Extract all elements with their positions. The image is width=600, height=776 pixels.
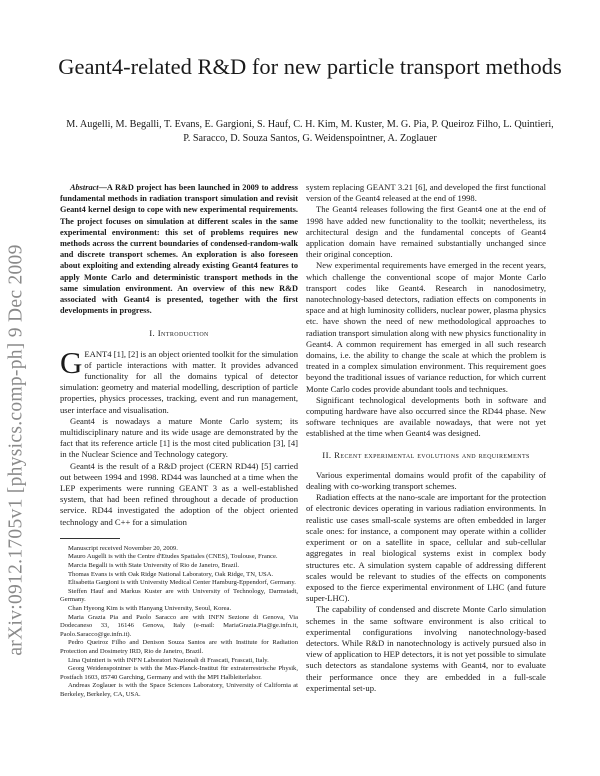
footnote: Pedro Queiroz Filho and Denison Souza Santos are with Institute for Radiation Protection and Dosimetry IRD, Rio de Janeiro, Brazil.: [60, 639, 298, 656]
intro-paragraph-1-text: EANT4 [1], [2] is an object oriented toolkit for the simulation of particle interactions with matter. It provides advanced functionality for all the domains typical of detector simulation: geometry and material modelling, description of particle properties, physics processes, tracking, event and run management, user interface and visualisation.: [60, 348, 298, 415]
section-heading-requirements: II. Recent experimental evolutions and requirements: [322, 449, 530, 460]
drop-cap: G: [60, 344, 83, 380]
footnote: Lina Quintieri is with INFN Laboratori Nazionali di Frascati, Frascati, Italy.: [68, 656, 269, 664]
intro-paragraph-3: Geant4 is the result of a R&D project (CERN RD44) [5] carried out between 1994 and 1998. RD44 was launched at a time when the LEP experiments were running GEANT 3 as a well-established system, that had been refined throughout a decade of production service. RD44 investigated the adoption of the object oriented technology and C++ for a simulation: [60, 460, 298, 527]
footnote: Thomas Evans is with Oak Ridge National Laboratory, Oak Ridge, TN, USA.: [68, 570, 274, 578]
footnote: Georg Weidenspointner is with the Max-Planck-Institut für extraterrestrische Physik, Postfach 1603, 85740 Garching, Germany and with the MPI Halbleiterlabor.: [60, 665, 298, 681]
section2-paragraph-2: Radiation effects at the nano-scale are important for the protection of electronic devices operating in various radiation environments. In realistic use cases small-scale systems are often embedded in larger scale ones: for instance, a component may operate within a collider experiment or on a satellite in space, cellular and sub-cellular aggregates in real biological systems exist in complex body structures etc. A simulation system capable of addressing different scales would be relevant to studies of the effects on components exposed to the fierce experimental environment of LHC (and future super-LHC).: [306, 492, 546, 604]
author-list: M. Augelli, M. Begalli, T. Evans, E. Gargioni, S. Hauf, C. H. Kim, M. Kuster, M. G. Pia, P. Queiroz Filho, L. Quintieri, P. Saracco, D. Souza Santos, G. Weidenspointner, A. Zoglauer: [66, 119, 554, 144]
left-column: [60, 182, 298, 700]
footnotes: [60, 545, 298, 700]
section-heading-introduction: I. Introduction: [149, 328, 209, 339]
footnote-divider: [60, 538, 120, 539]
footnote: Maria Grazia Pia and Paolo Saracco are with INFN Sezione di Genova, Via Dodecaneso 33, 16146 Genova, Italy (e-mail: MariaGrazia.Pia@ge.infn.it, Paolo.Saracco@ge.infn.it).: [60, 613, 298, 638]
footnote: Marcia Begalli is with State University of Rio de Janeiro, Brazil.: [68, 562, 240, 570]
right-paragraph-2: The Geant4 releases following the first Geant4 one at the end of 1998 have added new functionality to the toolkit; nevertheless, its architectural design and the fundamental concepts of Geant4 application domain have remained substantially unchanged since their original conception.: [306, 204, 546, 260]
footnote: Manuscript received November 20, 2009.: [68, 544, 178, 552]
arxiv-identifier: arXiv:0912.1705v1 [physics.comp-ph] 9 Dec 2009: [6, 244, 27, 656]
footnote: Elisabetta Gargioni is with University Medical Center Hamburg-Eppendorf, Germany.: [68, 579, 296, 587]
right-paragraph-3: New experimental requirements have emerged in the recent years, which challenge the conventional scope of major Monte Carlo transport codes like Geant4. Research in nanodosimetry, nanotechnology-based detectors, radiation effects on components in space and at high luminosity colliders, nuclear power, plasma physics etc. have shown the need of new methodological approaches to radiation transport simulation along with new physics functionality in Geant4. A common requirement has emerged in all such research domains, i.e. the ability to change the scale at which the problem is treated in a complex simulation environment. This requirement goes beyond the traditional issues of variance reduction, for which current Monte Carlo codes provide abundant tools and techniques.: [306, 260, 546, 394]
arxiv-sidebar: [2, 170, 32, 730]
intro-paragraph-1: [60, 344, 298, 416]
right-column: [306, 182, 546, 694]
abstract-text: —A R&D project has been launched in 2009 to address fundamental methods in radiation transport simulation and revisit Geant4 kernel design to cope with new experimental requirements. The project focuses on simulation at different scales in the same experimental environment: this set of problems requires new methods across the current boundaries of condensed-random-walk and discrete transport schemes. An exploration is also foreseen about exploiting and extending already existing Geant4 features to apply Monte Carlo and deterministic transport methods in the same simulation environment. An overview of this new R&D associated with Geant4 is presented, together with the first developments in progress.: [60, 183, 298, 316]
intro-paragraph-2: Geant4 is nowadays a mature Monte Carlo system; its multidisciplinary nature and its wide usage are demonstrated by the fact that its reference article [1] is the most cited publication [3], [4] in the Nuclear Science and Technology category.: [60, 415, 298, 460]
footnote: Andreas Zoglauer is with the Space Sciences Laboratory, University of California at Berkeley, Berkeley, CA, USA.: [60, 682, 298, 698]
section2-paragraph-3: The capability of condensed and discrete Monte Carlo simulation schemes in the same software environment is also critical to experimental configurations involving nanotechnology-based detectors. While R&D in nanotechnology is actively pursued also in view of application to HEP detectors, it is not yet possible to simulate such detectors as standalone systems with Geant4, nor to evaluate their performance once they are embedded in a full-scale experimental set-up.: [306, 604, 546, 693]
footnote: Mauro Augelli is with the Centre d'Etudes Spatiales (CNES), Toulouse, France.: [68, 553, 278, 561]
paper-title: Geant4-related R&D for new particle transport methods: [58, 54, 562, 79]
section2-paragraph-1: Various experimental domains would profit of the capability of dealing with co-working transport schemes.: [306, 469, 546, 492]
right-paragraph-4: Significant technological developments both in software and computing hardware have also occurred since the RD44 phase. New software techniques are available nowadays, that were not yet established at the time when Geant4 was designed.: [306, 394, 546, 439]
abstract: [60, 182, 298, 316]
footnote: Chan Hyeong Kim is with Hanyang University, Seoul, Korea.: [68, 605, 232, 613]
abstract-lead: Abstract: [70, 183, 99, 192]
right-paragraph-1: system replacing GEANT 3.21 [6], and developed the first functional version of the Geant4 released at the end of 1998.: [306, 182, 546, 204]
footnote: Steffen Hauf and Markus Kuster are with University of Technology, Darmstadt, Germany.: [60, 587, 298, 604]
